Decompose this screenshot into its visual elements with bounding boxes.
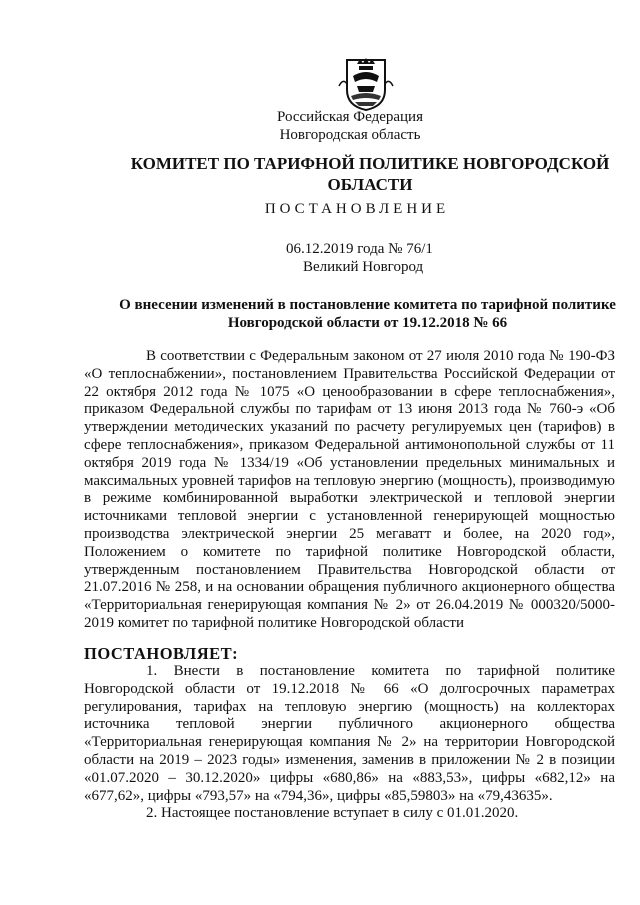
document-subject: О внесении изменений в постановление комитета по тарифной политике Новгородской области от 19.12.2018 № 66 — [119, 297, 616, 331]
novgorod-coat-of-arms-icon — [337, 56, 395, 112]
order-item-1: 1. Внести в постановление комитета по тарифной политике Новгородской области от 19.12.2018 № 66 «О долгосрочных параметрах регулирования, тарифах на тепловую энергию (мощность) на коллекторах источника тепловой энергии публичного акционерного общества «Территориальная генерирующая компания № 2» на территории Новгородской области на 2019 – 2023 годы» изменения, заменив в приложении № 2 в позиции «01.07.2020 – 30.12.2020» цифры «680,86» на «883,53», цифры «682,12» на «677,62», цифры «793,57» на «794,36», цифры «85,59803» на «79,43635». — [84, 663, 615, 804]
city: Великий Новгород — [303, 259, 424, 275]
order-item-2: 2. Настоящее постановление вступает в силу с 01.01.2020. — [146, 805, 519, 822]
preamble-paragraph: В соответствии с Федеральным законом от 27 июля 2010 года № 190-ФЗ «О теплоснабжении», постановлением Правительства Российской Федерации от 22 октября 2012 года № 1075 «О ценообразовании в сфере теплоснабжения», приказом Федеральной службы по тарифам от 13 июня 2013 года № 760-э «Об утверждении методических указаний по расчету регулируемых цен (тарифов) в сфере теплоснабжения», приказом Федеральной антимонопольной службы от 11 октября 2019 года № 1334/19 «Об установлении предельных минимальных и максимальных уровней тарифов на тепловую энергию (мощность), производимую в режиме комбинированной выработки электрической и тепловой энергии источниками тепловой энергии с установленной генерирующей мощностью производства электрической энергии 25 мегаватт и более, на 2020 год», Положением о комитете по тарифной политике Новгородской области, утвержденным постановлением Правительства Новгородской области от 21.07.2016 № 258, и на основании обращения публичного акционерного общества «Территориальная генерирующая компания № 2» от 26.04.2019 № 000320/5000-2019 комитет по тарифной политике Новгородской области — [84, 348, 615, 631]
preamble-section — [84, 348, 615, 633]
date-number: 06.12.2019 года № 76/1 — [286, 241, 433, 257]
country-line: Российская Федерация — [277, 109, 423, 125]
region-line: Новгородская область — [279, 127, 421, 143]
order-items — [84, 663, 615, 823]
orders-label: ПОСТАНОВЛЯЕТ: — [84, 644, 239, 663]
committee-title: КОМИТЕТ ПО ТАРИФНОЙ ПОЛИТИКЕ НОВГОРОДСКОЙ ОБЛАСТИ — [130, 154, 610, 194]
document-type: ПОСТАНОВЛЕНИЕ — [264, 201, 450, 217]
